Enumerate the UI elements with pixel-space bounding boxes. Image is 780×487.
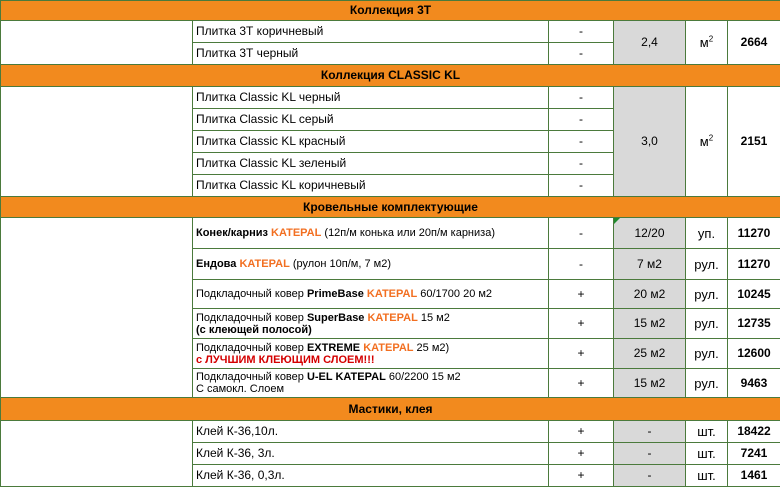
brand-name: KATEPAL [239,258,289,270]
product-name: Подкладочный ковер SuperBase KATEPAL 15 м2 (с клеющей полосой) [193,309,549,339]
unit: рул. [686,309,728,339]
availability-mark: + [549,443,614,465]
product-name: Клей К-36, 0,3л. [193,465,549,487]
unit: рул. [686,339,728,369]
package-qty: 15 м2 [614,369,686,398]
unit: $м^2$ [686,21,728,65]
section-header-classic: Коллекция CLASSIC KL [1,65,780,87]
price: 11270 [728,249,780,280]
price: 1461 [728,465,780,487]
image-cell [1,421,193,487]
package-qty: 25 м2 [614,339,686,369]
package-qty: 2,4 [614,21,686,65]
availability-mark: - [549,87,614,109]
image-cell [1,218,193,398]
promo-text: с ЛУЧШИМ КЛЕЮЩИМ СЛОЕМ!!! [196,354,375,366]
product-name: Плитка Classic KL коричневый [193,175,549,197]
section-header-3t: Коллекция 3Т [1,1,780,21]
package-qty: - [614,443,686,465]
availability-mark: + [549,369,614,398]
availability-mark: + [549,465,614,487]
section-header-roofing: Кровельные комплектующие [1,197,780,218]
section-header-mastics: Мастики, клея [1,398,780,421]
unit: уп. [686,218,728,249]
unit: рул. [686,369,728,398]
availability-mark: + [549,280,614,309]
unit: рул. [686,249,728,280]
availability-mark: + [549,421,614,443]
product-name: Ендова KATEPAL (рулон 10п/м, 7 м2) [193,249,549,280]
price: 11270 [728,218,780,249]
image-cell [1,21,193,65]
brand-name: KATEPAL [271,227,321,239]
product-name: Плитка 3Т коричневый [193,21,549,43]
price: 10245 [728,280,780,309]
unit: шт. [686,421,728,443]
price: 9463 [728,369,780,398]
product-name: Клей К-36, 3л. [193,443,549,465]
package-qty: 7 м2 [614,249,686,280]
unit: $м^2$ [686,87,728,197]
product-name: Подкладочный ковер U-EL KATEPAL 60/2200 15 м2 С самокл. Слоем [193,369,549,398]
product-name: Плитка Classic KL красный [193,131,549,153]
availability-mark: - [549,43,614,65]
package-qty: - [614,465,686,487]
availability-mark: + [549,309,614,339]
brand-name: KATEPAL [367,312,417,324]
unit: рул. [686,280,728,309]
price: 7241 [728,443,780,465]
availability-mark: - [549,109,614,131]
availability-mark: + [549,339,614,369]
availability-mark: - [549,131,614,153]
product-name: Плитка 3Т черный [193,43,549,65]
availability-mark: - [549,153,614,175]
price: 18422 [728,421,780,443]
unit: шт. [686,443,728,465]
unit: шт. [686,465,728,487]
price: 12600 [728,339,780,369]
package-qty: 3,0 [614,87,686,197]
availability-mark: - [549,175,614,197]
product-name: Конек/карниз KATEPAL (12п/м конька или 20п/м карниза) [193,218,549,249]
availability-mark: - [549,21,614,43]
price: 2151 [728,87,780,197]
availability-mark: - [549,249,614,280]
product-name: Плитка Classic KL зеленый [193,153,549,175]
product-name: Подкладочный ковер PrimeBase KATEPAL 60/1700 20 м2 [193,280,549,309]
package-qty: 15 м2 [614,309,686,339]
package-qty: 20 м2 [614,280,686,309]
product-name: Подкладочный ковер EXTREME KATEPAL 25 м2) с ЛУЧШИМ КЛЕЮЩИМ СЛОЕМ!!! [193,339,549,369]
product-name: Клей К-36,10л. [193,421,549,443]
package-qty: 12/20 [614,218,686,249]
availability-mark: - [549,218,614,249]
product-name: Плитка Classic KL серый [193,109,549,131]
brand-name: KATEPAL [363,342,413,354]
price: 12735 [728,309,780,339]
package-qty: - [614,421,686,443]
product-name: Плитка Classic KL черный [193,87,549,109]
brand-name: KATEPAL [367,288,417,300]
image-cell [1,87,193,197]
price: 2664 [728,21,780,65]
